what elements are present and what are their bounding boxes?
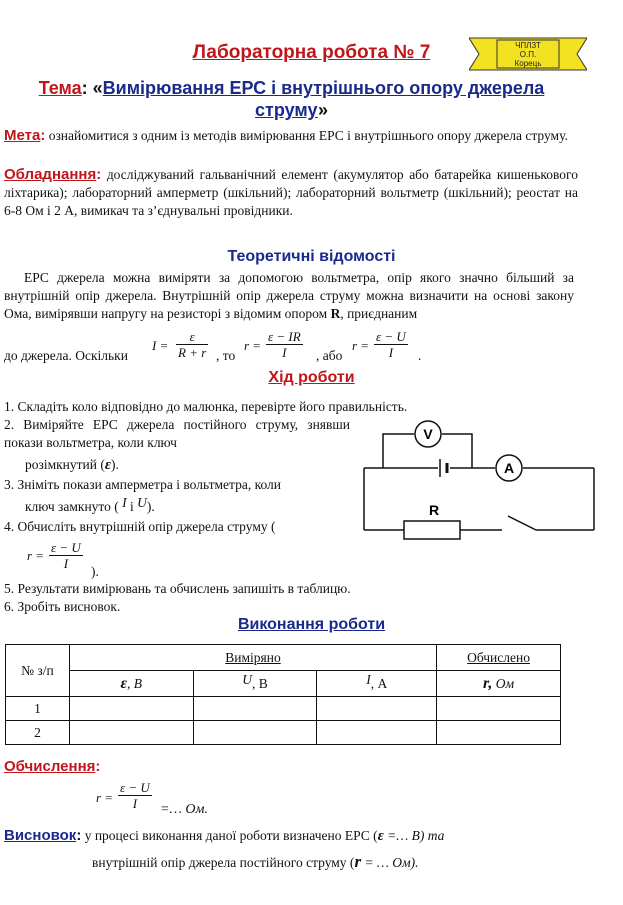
goal-text: ознайомитися з одним із методів вимірювання ЕРС і внутрішнього опору джерела струму. <box>48 128 568 143</box>
step-2-tail <box>25 456 119 474</box>
formula-1-num: ε <box>176 329 208 345</box>
theory-text: ЕРС джерела можна виміряти за допомогою вольтметра, опір якого значно більший за внутрішній опір джерела. Внутрішній опір джерела струму можна визначити на основі закону Ома, вимірявши напругу на резисторі з відомим опором <box>4 270 574 321</box>
formula-2-den: I <box>282 345 287 360</box>
table-header-num: № з/п <box>6 645 70 697</box>
step-2-eps: ε <box>104 457 112 473</box>
circuit-diagram <box>360 418 600 548</box>
stamp <box>469 36 587 72</box>
table-header-current <box>317 671 437 697</box>
conclusion-eps: ε <box>377 828 384 844</box>
step-3-I: I <box>122 495 127 510</box>
equipment-text: досліджуваний гальванічний елемент (акумулятор або батарейка кишенькового ліхтарика); лабораторний амперметр (шкільний); лабораторний вольтметр (шкільний); реостат на 6-8 Ом і 2 А, вимикач та з’єднувальні провідники. <box>4 167 578 218</box>
goal-label: Мета <box>4 127 41 144</box>
topic-open: : « <box>81 78 103 98</box>
table-cell[interactable] <box>317 697 437 721</box>
table-header-voltage <box>193 671 317 697</box>
step-4-fraction <box>49 540 83 571</box>
table-cell[interactable] <box>437 697 561 721</box>
table-cell[interactable] <box>437 721 561 745</box>
theory-heading: Теоретичні відомості <box>227 248 396 265</box>
formula-3 <box>374 329 408 360</box>
table-header-resistance <box>437 671 561 697</box>
step-2 <box>4 416 350 452</box>
step-4-text: 4. Обчисліть внутрішній опір джерела струму ( <box>4 519 276 534</box>
table-cell[interactable] <box>193 697 317 721</box>
conclusion-text-2: =… В) та <box>387 828 445 843</box>
goal-paragraph: Мета: ознайомитися з одним із методів вимірювання ЕРС і внутрішнього опору джерела струму. <box>4 127 568 144</box>
formula-1 <box>176 329 208 360</box>
theory-R: R <box>330 306 341 321</box>
equipment-label: Обладнання <box>4 166 97 183</box>
current-unit: , А <box>370 675 388 691</box>
table-cell: 1 <box>6 697 70 721</box>
calc-den: I <box>132 796 138 811</box>
voltmeter-label: V <box>423 426 433 442</box>
step-2-tail-text: розімкнутий ( <box>25 457 105 472</box>
conclusion-colon: : <box>76 827 82 844</box>
step-4-formula <box>27 538 147 578</box>
stamp-line: О.П. <box>519 50 537 59</box>
conclusion-text-1: у процесі виконання даної роботи визначено ЕРС ( <box>84 828 378 843</box>
step-2-close: ). <box>111 457 119 472</box>
calc-fraction <box>118 780 152 811</box>
formula-1-den: R + r <box>178 345 207 360</box>
resistor-label: R <box>428 502 440 518</box>
step-4-num: ε − U <box>51 540 81 555</box>
procedure-heading: Хід роботи <box>268 369 355 386</box>
formula-3-lhs: r = <box>352 338 370 353</box>
formula-dot: . <box>418 348 422 363</box>
step-6: 6. Зробіть висновок. <box>4 599 121 614</box>
theory-formula-line <box>4 326 604 366</box>
emf-unit: , В <box>127 675 143 691</box>
table-row <box>6 697 561 721</box>
resistance-symbol: r, <box>483 674 493 692</box>
calc-colon: : <box>95 758 101 775</box>
topic-label: Тема <box>38 78 82 98</box>
step-3 <box>4 476 350 494</box>
page-title: Лабораторна робота № 7 <box>192 42 431 63</box>
conclusion <box>4 826 604 846</box>
calc-rhs: =… Ом. <box>160 802 208 817</box>
conclusion-r: r <box>354 852 362 871</box>
theory-paragraph <box>4 269 574 323</box>
step-2-text: 2. Виміряйте ЕРС джерела постійного струму, знявши покази вольтметра, коли ключ <box>4 417 350 450</box>
results-table <box>5 644 561 745</box>
step-3-tail <box>25 495 155 516</box>
formula-to: , то <box>216 348 236 363</box>
step-3-text: 3. Зніміть покази амперметра і вольтметра, коли <box>4 477 281 492</box>
formula-2-num: ε − IR <box>268 329 301 344</box>
step-3-and: і <box>130 499 134 514</box>
resistance-unit: Ом <box>495 675 515 691</box>
calc-lhs: r = <box>96 790 114 805</box>
formula-3-den: I <box>388 345 394 360</box>
stamp-line: ЧПЛЗТ <box>515 41 541 50</box>
table-cell[interactable] <box>317 721 437 745</box>
stamp-line: Корець <box>514 59 542 68</box>
theory-tail-text: до джерела. Оскільки <box>4 348 128 363</box>
table-header-emf <box>69 671 193 697</box>
conclusion-label: Висновок <box>4 827 77 844</box>
conclusion-text-4: = … Ом). <box>364 855 419 870</box>
theory-text-end: , приєднаним <box>340 306 418 321</box>
measured-label: Виміряно <box>225 649 281 665</box>
table-cell[interactable] <box>69 721 193 745</box>
step-3-tail-text: ключ замкнуто ( <box>25 499 119 514</box>
table-row <box>6 721 561 745</box>
topic-close: » <box>317 100 328 120</box>
table-cell[interactable] <box>193 721 317 745</box>
formula-2 <box>266 329 303 360</box>
calc-label: Обчислення <box>4 758 96 775</box>
step-4 <box>4 518 350 536</box>
emf-symbol: ε <box>120 674 128 692</box>
formula-abo: , або <box>316 348 343 363</box>
step-3-close: ). <box>146 499 155 514</box>
topic-text: Вимірювання ЕРС і внутрішнього опору джерела струму <box>102 78 545 120</box>
calc-heading <box>4 758 100 775</box>
conclusion-line-2 <box>92 852 592 873</box>
resistor-icon <box>404 521 460 539</box>
ammeter-label: A <box>503 460 515 476</box>
table-header-measured <box>69 645 436 671</box>
formula-3-num: ε − U <box>376 329 406 344</box>
table-cell: 2 <box>6 721 70 745</box>
voltage-symbol: U <box>242 671 252 687</box>
step-4-den: I <box>63 556 69 571</box>
step-4-lhs: r = <box>27 548 45 563</box>
computed-label: Обчислено <box>467 649 530 665</box>
current-symbol: I <box>366 671 371 687</box>
step-4-close: ). <box>91 564 99 579</box>
calc-num: ε − U <box>120 780 150 795</box>
formula-1-lhs: I = <box>152 338 169 353</box>
execution-heading: Виконання роботи <box>237 616 386 633</box>
formula-2-lhs: r = <box>244 338 262 353</box>
step-1: 1. Складіть коло відповідно до малюнка, перевірте його правильність. <box>4 399 408 414</box>
calc-formula <box>96 778 296 818</box>
step-3-U: U <box>137 495 147 510</box>
step-5: 5. Результати вимірювань та обчислень запишіть в таблицю. <box>4 581 351 596</box>
topic <box>0 77 623 121</box>
table-header-computed <box>437 645 561 671</box>
conclusion-text-3: внутрішній опір джерела постійного струму ( <box>92 855 355 870</box>
voltage-unit: , В <box>251 675 268 691</box>
table-cell[interactable] <box>69 697 193 721</box>
equipment-paragraph: Обладнання: досліджуваний гальванічний елемент (акумулятор або батарейка кишенькового ліхтарика); лабораторний амперметр (шкільний); лабораторний вольтметр (шкільний); реостат на 6-8 Ом і 2 А, вимикач та з’єднувальні провідники. <box>4 166 578 218</box>
